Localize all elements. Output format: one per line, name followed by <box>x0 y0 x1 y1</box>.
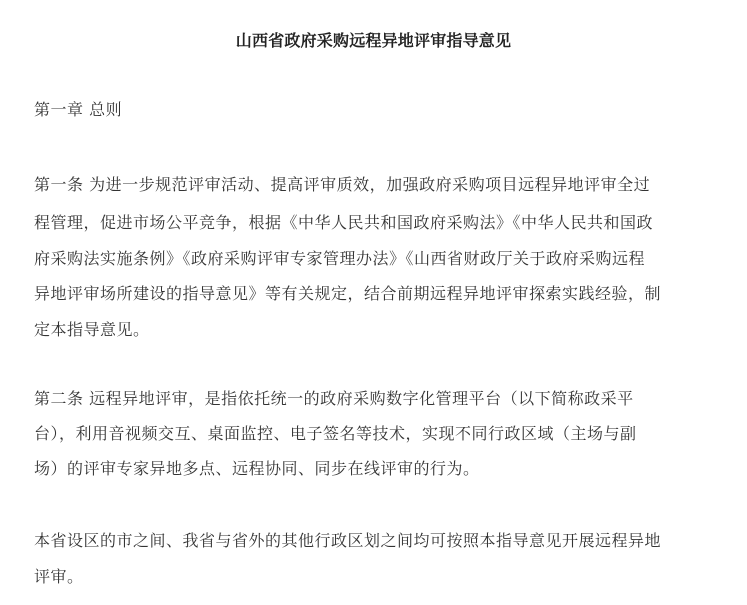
article-1-line: 程管理，促进市场公平竞争，根据《中华人民共和国政府采购法》《中华人民共和国政 <box>34 213 654 232</box>
paragraph-3-line: 本省设区的市之间、我省与省外的其他行政区划之间均可按照本指导意见开展远程异地 <box>34 531 662 550</box>
article-2-line: 台），利用音视频交互、桌面监控、电子签名等技术，实现不同行政区域（主场与副 <box>34 424 637 443</box>
article-1-line: 异地评审场所建设的指导意见》等有关规定，结合前期远程异地评审探索实践经验，制 <box>34 284 662 303</box>
article-1-line: 第一条 为进一步规范评审活动、提高评审质效，加强政府采购项目远程异地评审全过 <box>34 175 651 194</box>
article-1-line: 府采购法实施条例》《政府采购评审专家管理办法》《山西省财政厅关于政府采购远程 <box>34 249 646 268</box>
article-1-line: 定本指导意见。 <box>34 320 150 339</box>
paragraph-3-line: 评审。 <box>34 567 84 586</box>
chapter-heading: 第一章 总则 <box>34 100 123 119</box>
document-title: 山西省政府采购远程异地评审指导意见 <box>235 31 512 50</box>
article-2-line: 第二条 远程异地评审，是指依托统一的政府采购数字化管理平台（以下简称政采平 <box>34 389 634 408</box>
article-2-line: 场）的评审专家异地多点、远程协同、同步在线评审的行为。 <box>34 459 480 478</box>
